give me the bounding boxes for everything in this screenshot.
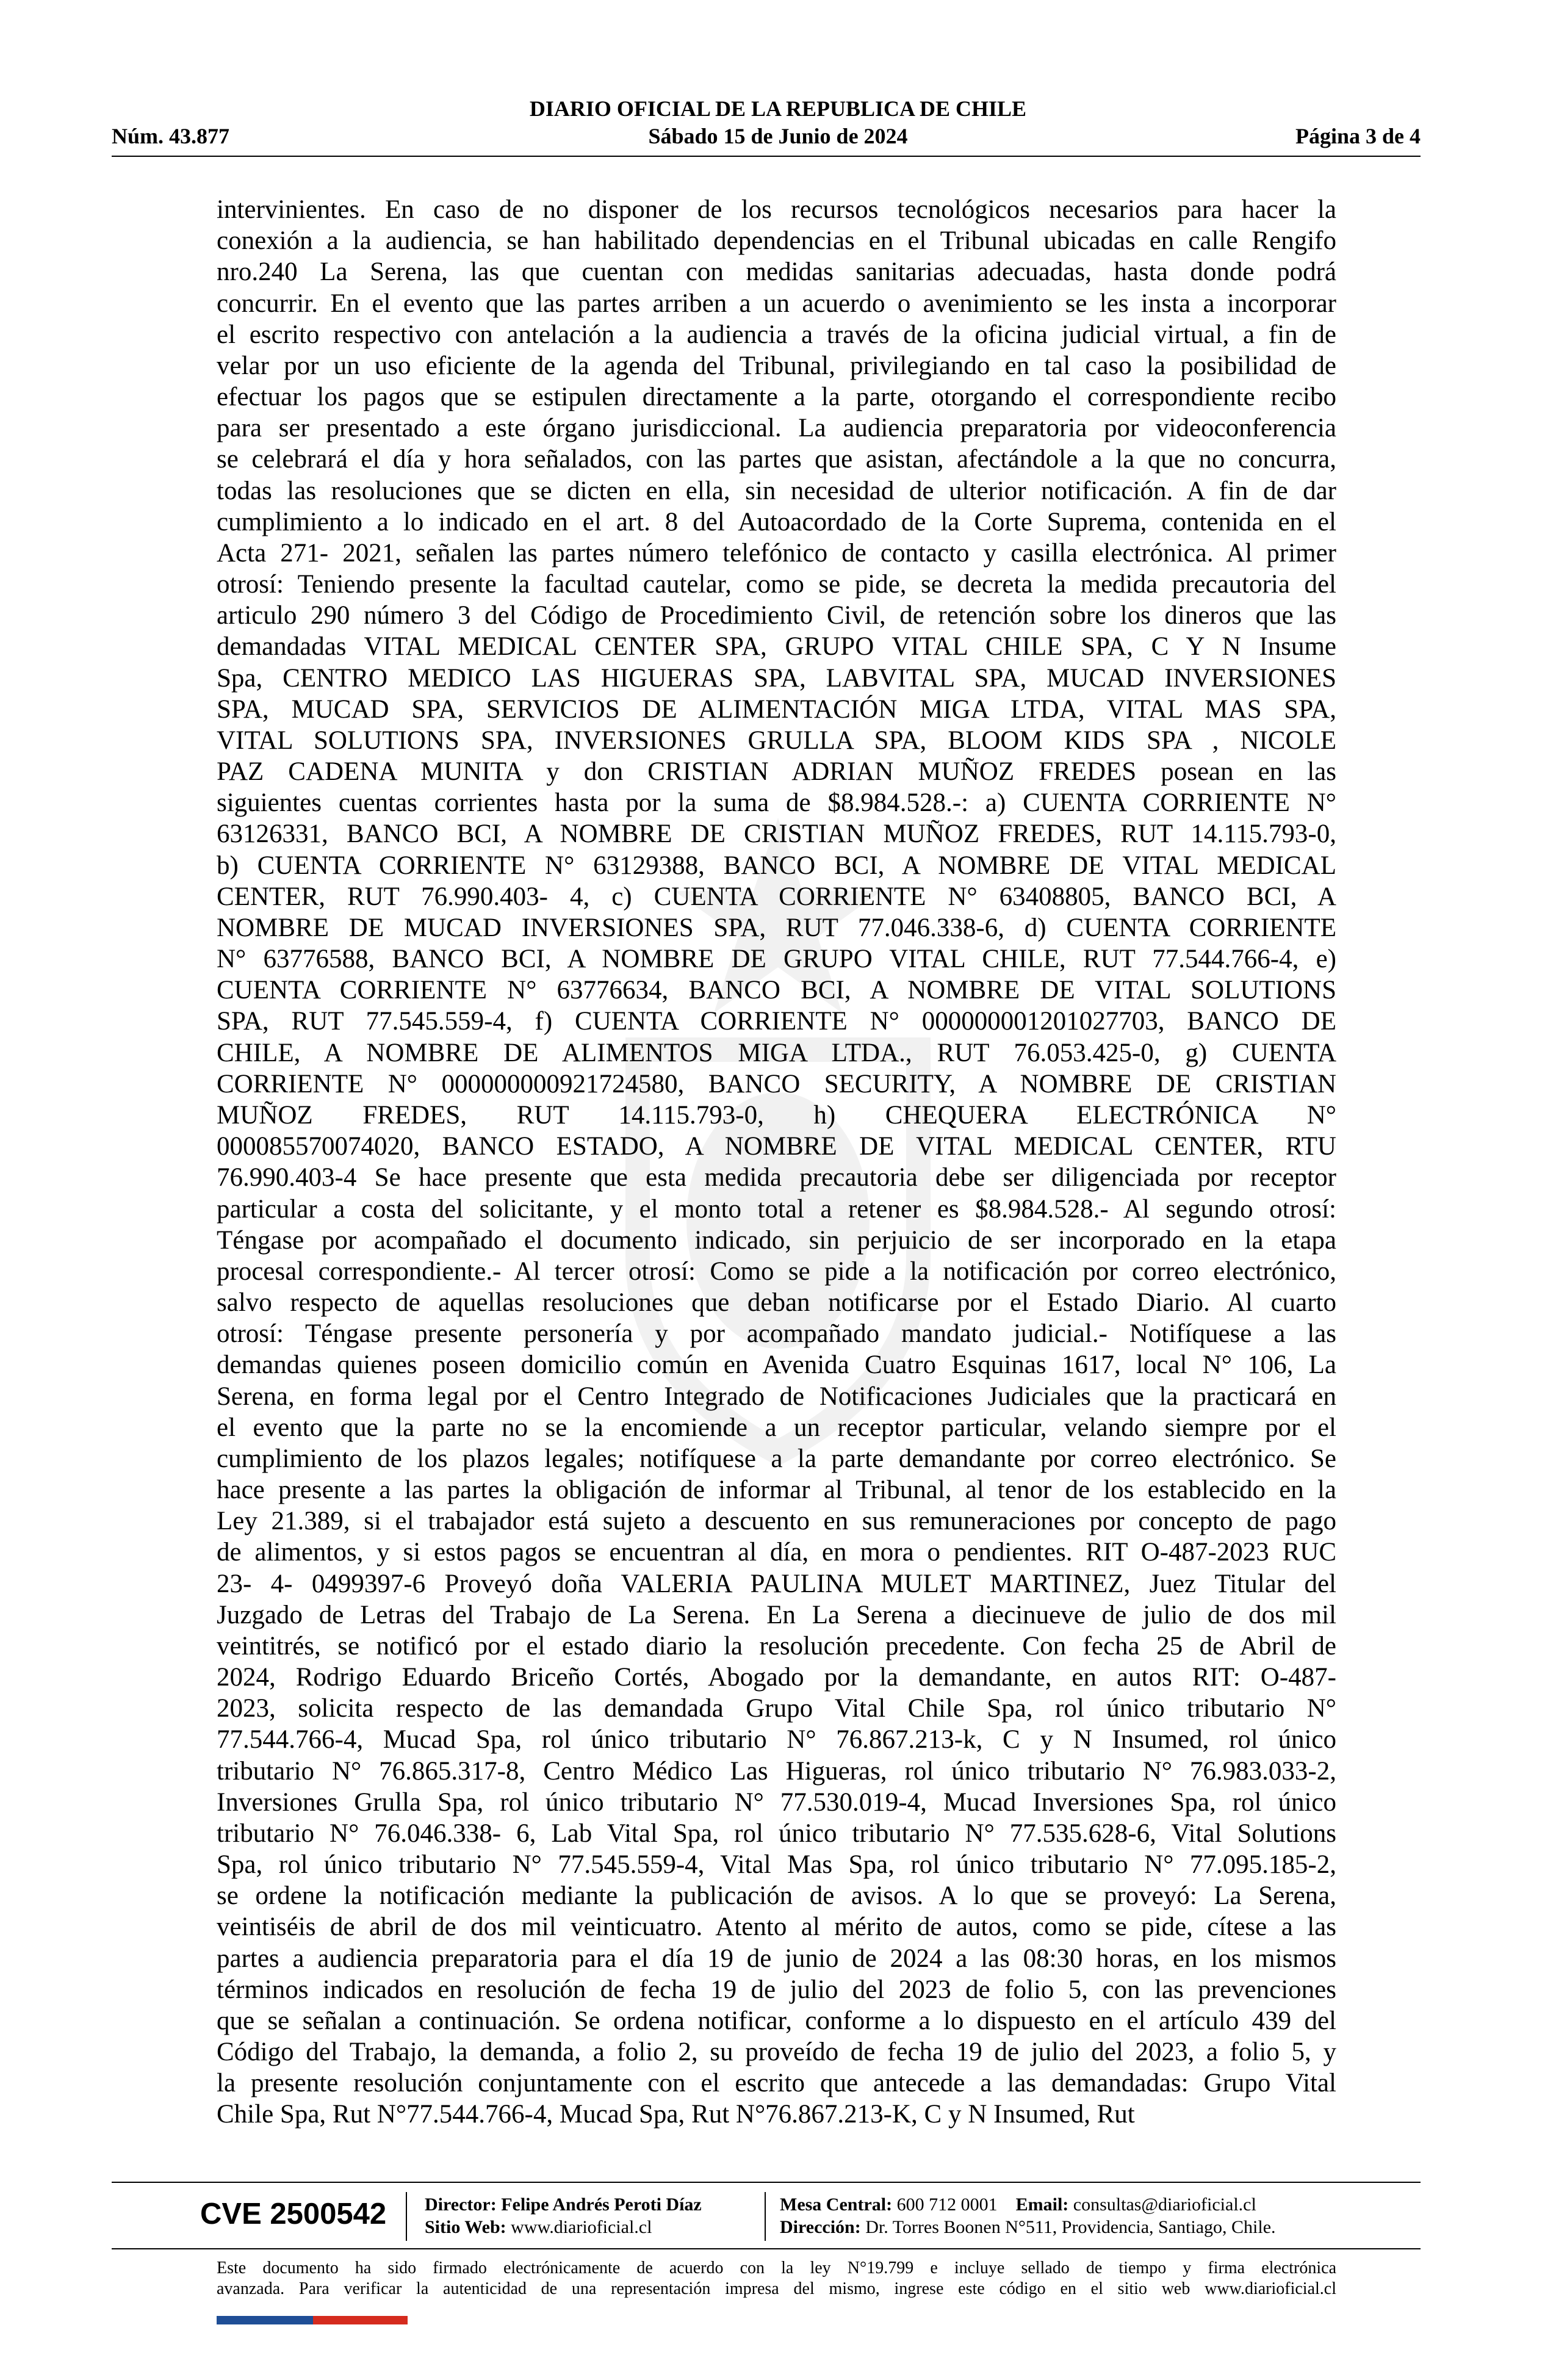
body-line: el evento que la parte no se la encomiende a un receptor particular, velando siempre por el	[217, 1413, 1336, 1442]
body-line: partes a audiencia preparatoria para el día 19 de junio de 2024 a las 08:30 horas, en los mismos	[217, 1944, 1336, 1973]
body-line: CUENTA CORRIENTE N° 63776634, BANCO BCI, A NOMBRE DE VITAL SOLUTIONS	[217, 976, 1336, 1005]
body-line: tributario N° 76.865.317-8, Centro Médico Las Higueras, rol único tributario N° 76.983.033-2,	[217, 1756, 1336, 1786]
body-line: Spa, CENTRO MEDICO LAS HIGUERAS SPA, LABVITAL SPA, MUCAD INVERSIONES	[217, 663, 1336, 693]
footer-website-link[interactable]: www.diarioficial.cl	[511, 2217, 652, 2237]
body-line: PAZ CADENA MUNITA y don CRISTIAN ADRIAN MUÑOZ FREDES posean en las	[217, 757, 1336, 787]
body-line: CENTER, RUT 76.990.403- 4, c) CUENTA CORRIENTE N° 63408805, BANCO BCI, A	[217, 882, 1336, 911]
body-line: NOMBRE DE MUCAD INVERSIONES SPA, RUT 77.046.338-6, d) CUENTA CORRIENTE	[217, 913, 1336, 942]
body-line: particular a costa del solicitante, y el monto total a retener es $8.984.528.- Al segundo otrosí:	[217, 1194, 1336, 1224]
footer-phone-label: Mesa Central:	[780, 2194, 893, 2215]
body-line: demandadas VITAL MEDICAL CENTER SPA, GRUPO VITAL CHILE SPA, C Y N Insume	[217, 632, 1336, 662]
signature-notice	[217, 2258, 1336, 2299]
body-line: se celebrará el día y hora señalados, con las partes que asistan, afectándole a la que no concurra,	[217, 445, 1336, 474]
body-line: articulo 290 número 3 del Código de Procedimiento Civil, de retención sobre los dineros que las	[217, 601, 1336, 630]
footer-address	[780, 2216, 1276, 2238]
body-line: efectuar los pagos que se estipulen directamente a la parte, otorgando el correspondiente recibo	[217, 383, 1336, 412]
issue-number: Núm. 43.877	[112, 124, 230, 148]
body-line: Téngase por acompañado el documento indicado, sin perjuicio de ser incorporado en la etapa	[217, 1225, 1336, 1255]
body-line: Inversiones Grulla Spa, rol único tributario N° 77.530.019-4, Mucad Inversiones Spa, rol único	[217, 1787, 1336, 1817]
body-line: otrosí: Téngase presente personería y por acompañado mandato judicial.- Notifíquese a las	[217, 1319, 1336, 1349]
body-line: velar por un uso eficiente de la agenda del Tribunal, privilegiando en tal caso la posibilidad de	[217, 351, 1336, 380]
body-line: que se señalan a continuación. Se ordena notificar, conforme a lo dispuesto en el artículo 439 del	[217, 2006, 1336, 2035]
flag-stripe-red	[313, 2316, 408, 2324]
body-line: salvo respecto de aquellas resoluciones que deban notificarse por el Estado Diario. Al cuarto	[217, 1288, 1336, 1318]
body-line: SPA, RUT 77.545.559-4, f) CUENTA CORRIENTE N° 000000001201027703, BANCO DE	[217, 1007, 1336, 1036]
body-line: veintiséis de abril de dos mil veinticuatro. Atento al mérito de autos, como se pide, cítese a las	[217, 1913, 1336, 1942]
body-line: veintitrés, se notificó por el estado diario la resolución precedente. Con fecha 25 de Abril de	[217, 1631, 1336, 1661]
cve-code: CVE 2500542	[200, 2198, 387, 2230]
body-line: otrosí: Teniendo presente la facultad cautelar, como se pide, se decreta la medida precautoria del	[217, 570, 1336, 599]
body-line: Ley 21.389, si el trabajador está sujeto a descuento en sus remuneraciones por concepto de pago	[217, 1507, 1336, 1536]
body-line: 63126331, BANCO BCI, A NOMBRE DE CRISTIAN MUÑOZ FREDES, RUT 14.115.793-0,	[217, 820, 1336, 849]
body-line: Spa, rol único tributario N° 77.545.559-4, Vital Mas Spa, rol único tributario N° 77.095.185-2,	[217, 1850, 1336, 1880]
body-line: 77.544.766-4, Mucad Spa, rol único tributario N° 76.867.213-k, C y N Insumed, rol único	[217, 1725, 1336, 1754]
body-line: todas las resoluciones que se dicten en ella, sin necesidad de ulterior notificación. A fin de dar	[217, 476, 1336, 505]
body-line: N° 63776588, BANCO BCI, A NOMBRE DE GRUPO VITAL CHILE, RUT 77.544.766-4, e)	[217, 945, 1336, 974]
body-line: 2023, solicita respecto de las demandada Grupo Vital Chile Spa, rol único tributario N°	[217, 1694, 1336, 1723]
flag-stripe-blue	[217, 2316, 313, 2324]
body-line: Juzgado de Letras del Trabajo de La Serena. En La Serena a diecinueve de julio de dos mil	[217, 1600, 1336, 1629]
footer-website-label: Sitio Web:	[425, 2217, 506, 2237]
footer-director: Director: Felipe Andrés Peroti Díaz	[425, 2194, 702, 2215]
footer-rule-bottom	[112, 2248, 1421, 2249]
body-line: CORRIENTE N° 000000000921724580, BANCO SECURITY, A NOMBRE DE CRISTIAN	[217, 1069, 1336, 1098]
body-line: hace presente a las partes la obligación de informar al Tribunal, al tenor de los establecido en la	[217, 1476, 1336, 1505]
page-number: Página 3 de 4	[1295, 124, 1421, 148]
footer-contact	[780, 2193, 1256, 2216]
body-line: Chile Spa, Rut N°77.544.766-4, Mucad Spa, Rut N°76.867.213-K, C y N Insumed, Rut	[217, 2100, 1135, 2129]
issue-date: Sábado 15 de Junio de 2024	[648, 124, 908, 148]
body-line: SPA, MUCAD SPA, SERVICIOS DE ALIMENTACIÓN MIGA LTDA, VITAL MAS SPA,	[217, 694, 1336, 724]
footer-email-label: Email:	[1015, 2194, 1069, 2215]
body-line: se ordene la notificación mediante la publicación de avisos. A lo que se proveyó: La Serena,	[217, 1881, 1336, 1911]
body-line: de alimentos, y si estos pagos se encuentran al día, en mora o pendientes. RIT O-487-2023 RUC	[217, 1538, 1336, 1567]
body-line: la presente resolución conjuntamente con el escrito que antecede a las demandadas: Grupo Vital	[217, 2069, 1336, 2098]
body-line: concurrir. En el evento que las partes arriben a un acuerdo o avenimiento se les insta a incorporar	[217, 289, 1336, 318]
body-line: términos indicados en resolución de fecha 19 de julio del 2023 de folio 5, con las prevenciones	[217, 1975, 1336, 2004]
body-line: procesal correspondiente.- Al tercer otrosí: Como se pide a la notificación por correo electrónico,	[217, 1257, 1336, 1286]
body-line: tributario N° 76.046.338- 6, Lab Vital Spa, rol único tributario N° 77.535.628-6, Vital Solutions	[217, 1819, 1336, 1848]
footer-rule-top	[112, 2182, 1421, 2183]
footer-phone-value: 600 712 0001	[896, 2194, 998, 2215]
body-line: cumplimiento a lo indicado en el art. 8 del Autoacordado de la Corte Suprema, contenida en el	[217, 507, 1336, 536]
body-line: 000085570074020, BANCO ESTADO, A NOMBRE DE VITAL MEDICAL CENTER, RTU	[217, 1132, 1336, 1161]
body-line: MUÑOZ FREDES, RUT 14.115.793-0, h) CHEQUERA ELECTRÓNICA N°	[217, 1100, 1336, 1130]
newspaper-title: DIARIO OFICIAL DE LA REPUBLICA DE CHILE	[529, 96, 1027, 121]
notice-line: Este documento ha sido firmado electrónicamente de acuerdo con la ley N°19.799 e incluye sellado de tiempo y firma electrónica	[217, 2259, 1336, 2277]
body-line: cumplimiento de los plazos legales; notifíquese a la parte demandante por correo electrónico. Se	[217, 1444, 1336, 1473]
body-text	[217, 194, 1336, 2130]
footer-separator	[765, 2192, 766, 2241]
body-line: siguientes cuentas corrientes hasta por la suma de $8.984.528.-: a) CUENTA CORRIENTE N°	[217, 788, 1336, 818]
body-line: CHILE, A NOMBRE DE ALIMENTOS MIGA LTDA., RUT 76.053.425-0, g) CUENTA	[217, 1038, 1336, 1067]
body-line: conexión a la audiencia, se han habilitado dependencias en el Tribunal ubicadas en calle Rengifo	[217, 226, 1336, 256]
body-line: Código del Trabajo, la demanda, a folio 2, su proveído de fecha 19 de julio del 2023, a folio 5, y	[217, 2038, 1336, 2067]
notice-line: avanzada. Para verificar la autenticidad de una representación impresa del mismo, ingrese este código en el sitio web www.diarioficial.cl	[217, 2279, 1336, 2298]
body-line: Acta 271- 2021, señalen las partes número telefónico de contacto y casilla electrónica. Al primer	[217, 538, 1336, 568]
body-line: b) CUENTA CORRIENTE N° 63129388, BANCO BCI, A NOMBRE DE VITAL MEDICAL	[217, 851, 1336, 880]
body-line: demandas quienes poseen domicilio común en Avenida Cuatro Esquinas 1617, local N° 106, La	[217, 1350, 1336, 1380]
body-line: 23- 4- 0499397-6 Proveyó doña VALERIA PAULINA MULET MARTINEZ, Juez Titular del	[217, 1569, 1336, 1598]
body-line: intervinientes. En caso de no disponer de los recursos tecnológicos necesarios para hacer la	[217, 195, 1336, 224]
footer-email-link[interactable]: consultas@diarioficial.cl	[1073, 2194, 1256, 2215]
footer-address-value: Dr. Torres Boonen N°511, Providencia, Santiago, Chile.	[865, 2217, 1276, 2237]
footer-website	[425, 2216, 652, 2238]
body-line: 2024, Rodrigo Eduardo Briceño Cortés, Abogado por la demandante, en autos RIT: O-487-	[217, 1663, 1336, 1692]
body-line: Serena, en forma legal por el Centro Integrado de Notificaciones Judiciales que la practicará en	[217, 1382, 1336, 1411]
body-line: el escrito respectivo con antelación a la audiencia a través de la oficina judicial virtual, a fin de	[217, 320, 1336, 349]
body-line: 76.990.403-4 Se hace presente que esta medida precautoria debe ser diligenciada por receptor	[217, 1163, 1336, 1192]
body-line: para ser presentado a este órgano jurisdiccional. La audiencia preparatoria por videoconferencia	[217, 414, 1336, 443]
body-line: nro.240 La Serena, las que cuentan con medidas sanitarias adecuadas, hasta donde podrá	[217, 258, 1336, 287]
body-line: VITAL SOLUTIONS SPA, INVERSIONES GRULLA SPA, BLOOM KIDS SPA , NICOLE	[217, 726, 1336, 755]
footer-address-label: Dirección:	[780, 2217, 861, 2237]
header-rule	[112, 156, 1421, 157]
footer-separator	[406, 2192, 407, 2241]
